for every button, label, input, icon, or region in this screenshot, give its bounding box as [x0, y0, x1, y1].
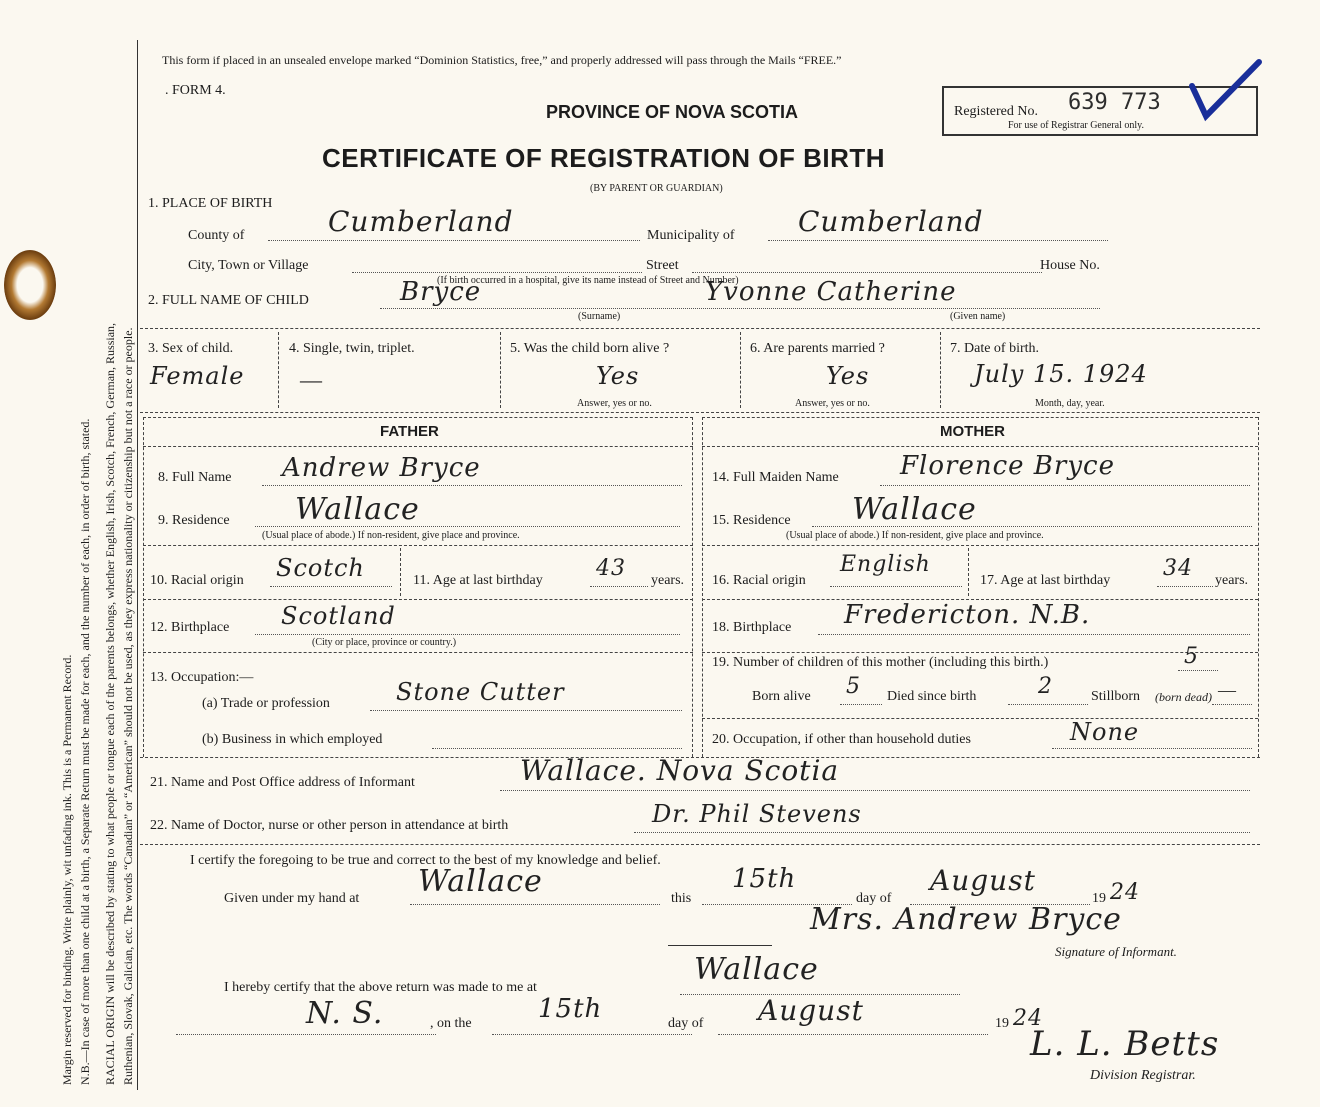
- divider: [143, 417, 144, 757]
- born-alive-count-label: Born alive: [752, 689, 811, 704]
- margin-note-racial-origin: RACIAL ORIGIN will be described by stating to what people or tongue each of the parents belongs, whether English, Irish, Scotch, French, German, Russian,: [103, 322, 117, 1085]
- born-alive-value: Yes: [596, 362, 640, 390]
- informant-value: Wallace. Nova Scotia: [520, 754, 840, 787]
- father-name-value: Andrew Bryce: [282, 453, 481, 483]
- father-racial-origin-value: Scotch: [276, 554, 365, 582]
- margin-note-binding: Margin reserved for binding. Write plainly, wit unfading ink. This is a Permanent Record.: [60, 654, 74, 1085]
- city-label: City, Town or Village: [188, 258, 309, 273]
- margin-note-multiple-births: N.B.—In case of more than one child at a birth, a Separate Return must be made for each, and the number of each, in order of birth, stated.: [78, 418, 92, 1085]
- stillborn-value: —: [1218, 680, 1236, 700]
- certification-statement: I certify the foregoing to be true and correct to the best of my knowledge and belief.: [190, 853, 661, 868]
- divider: [143, 599, 693, 600]
- mother-name-field[interactable]: [880, 451, 1250, 486]
- parents-married-label: 6. Are parents married ?: [750, 341, 885, 356]
- surname-caption: (Surname): [578, 311, 621, 322]
- plurality-label: 4. Single, twin, triplet.: [289, 341, 415, 356]
- form-number: . FORM 4.: [165, 83, 226, 98]
- registrar-statement: I hereby certify that the above return was made to me at: [224, 980, 537, 995]
- registrar-day-of-label: day of: [668, 1016, 704, 1031]
- margin-note-racial-origin-cont: Ruthenian, Slovak, Galician, etc. The words “Canadian” or “American” should not be used, as they express nationality or citizenship but not a race or people.: [121, 327, 135, 1085]
- father-racial-origin-field[interactable]: [270, 556, 392, 587]
- father-age-value: 43: [596, 556, 626, 581]
- county-label: County of: [188, 228, 245, 243]
- born-alive-count-value: 5: [846, 674, 861, 699]
- municipality-label: Municipality of: [647, 228, 735, 243]
- cert-month-value: August: [930, 864, 1036, 897]
- registered-label: Registered No.: [954, 104, 1038, 119]
- divider: [702, 417, 1258, 418]
- registrar-day-value: 15th: [538, 994, 603, 1024]
- binding-line: [137, 40, 138, 1090]
- mother-residence-value: Wallace: [852, 492, 977, 527]
- mother-age-value: 34: [1163, 556, 1193, 581]
- child-name-label: 2. FULL NAME OF CHILD: [148, 293, 309, 308]
- died-since-birth-value: 2: [1038, 674, 1053, 699]
- father-trade-field[interactable]: [370, 680, 682, 711]
- date-of-birth-caption: Month, day, year.: [1035, 398, 1105, 409]
- mother-occupation-field[interactable]: [1052, 718, 1252, 749]
- died-since-birth-field[interactable]: [1008, 674, 1088, 705]
- registrar-day-field[interactable]: [492, 994, 692, 1035]
- given-name-caption: (Given name): [950, 311, 1006, 322]
- father-residence-value: Wallace: [295, 492, 420, 527]
- registration-box: [942, 86, 1258, 136]
- divider: [278, 332, 279, 408]
- given-place-field[interactable]: [410, 864, 660, 905]
- cert-year-value[interactable]: 24: [1110, 880, 1140, 905]
- father-business-label: (b) Business in which employed: [202, 732, 383, 747]
- cert-day-of-label: day of: [856, 891, 892, 906]
- binding-hole: [4, 250, 56, 320]
- children-count-value: 5: [1184, 644, 1199, 669]
- mother-birthplace-label: 18. Birthplace: [712, 620, 792, 635]
- divider: [400, 548, 401, 596]
- cert-day-field[interactable]: [702, 864, 852, 905]
- children-count-field[interactable]: [1178, 644, 1218, 671]
- registrar-place-field[interactable]: [680, 952, 960, 995]
- county-field[interactable]: [268, 205, 640, 241]
- page-title: CERTIFICATE OF REGISTRATION OF BIRTH: [322, 143, 886, 173]
- mother-birthplace-value: Fredericton. N.B.: [844, 600, 1091, 630]
- registrar-year-value[interactable]: 24: [1013, 1006, 1043, 1031]
- mother-residence-label: 15. Residence: [712, 513, 791, 528]
- father-birthplace-label: 12. Birthplace: [150, 620, 230, 635]
- stillborn-field[interactable]: [1212, 680, 1252, 705]
- date-of-birth-label: 7. Date of birth.: [950, 341, 1040, 356]
- divider: [702, 545, 1258, 546]
- father-name-field[interactable]: [262, 455, 682, 486]
- stillborn-label: Stillborn: [1091, 689, 1141, 704]
- born-alive-count-field[interactable]: [840, 674, 882, 705]
- county-value: Cumberland: [328, 205, 514, 238]
- born-alive-caption: Answer, yes or no.: [577, 398, 652, 409]
- municipality-value: Cumberland: [798, 205, 984, 238]
- registrar-signature[interactable]: L. L. Betts: [1030, 1024, 1220, 1064]
- mother-occupation-label: 20. Occupation, if other than household duties: [712, 732, 971, 747]
- postage-note: This form if placed in an unsealed envelope marked “Dominion Statistics, free,” and properly addressed will pass through the Mails “FREE.”: [162, 53, 842, 67]
- born-alive-label: 5. Was the child born alive ?: [510, 341, 670, 356]
- father-birthplace-value: Scotland: [281, 602, 396, 630]
- father-birthplace-field[interactable]: [255, 604, 680, 635]
- divider: [968, 548, 969, 596]
- mother-birthplace-field[interactable]: [818, 600, 1250, 635]
- plurality-value: —: [300, 367, 322, 392]
- divider: [702, 718, 1258, 719]
- informant-label: 21. Name and Post Office address of Informant: [150, 775, 415, 790]
- divider: [140, 412, 1260, 413]
- date-of-birth-value: July 15. 1924: [974, 360, 1148, 388]
- doctor-label: 22. Name of Doctor, nurse or other person in attendance at birth: [150, 818, 509, 833]
- cert-month-field[interactable]: [910, 864, 1090, 905]
- father-heading: FATHER: [380, 423, 439, 440]
- hospital-note: (If birth occurred in a hospital, give its name instead of Street and Number): [437, 275, 739, 286]
- registrar-year-printed: 19: [995, 1016, 1009, 1031]
- father-age-unit: years.: [651, 573, 685, 588]
- informant-signature-caption: Signature of Informant.: [1055, 944, 1177, 959]
- divider: [940, 332, 941, 408]
- street-field[interactable]: [692, 270, 1042, 273]
- born-alive-field[interactable]: [590, 360, 670, 392]
- divider: [143, 545, 693, 546]
- registrar-place-cont-value: N. S.: [306, 996, 384, 1031]
- house-number-label: House No.: [1040, 258, 1100, 273]
- parents-married-value: Yes: [826, 362, 870, 390]
- divider: [740, 332, 741, 408]
- divider: [692, 417, 693, 757]
- province-heading: PROVINCE OF NOVA SCOTIA: [546, 102, 799, 122]
- divider: [668, 945, 772, 946]
- informant-signature[interactable]: Mrs. Andrew Bryce: [810, 902, 1122, 937]
- mother-name-value: Florence Bryce: [900, 451, 1115, 481]
- mother-racial-origin-value: English: [840, 552, 931, 577]
- checkmark-icon: [1184, 56, 1264, 126]
- divider: [500, 332, 501, 408]
- parents-married-field[interactable]: [820, 360, 900, 392]
- stillborn-note: (born dead): [1155, 690, 1212, 704]
- date-of-birth-field[interactable]: [970, 358, 1250, 392]
- given-under-hand-label: Given under my hand at: [224, 891, 360, 906]
- divider: [143, 652, 693, 653]
- on-the-label: , on the: [430, 1016, 472, 1031]
- mother-racial-origin-label: 16. Racial origin: [712, 573, 806, 588]
- mother-heading: MOTHER: [940, 423, 1005, 440]
- mother-name-label: 14. Full Maiden Name: [712, 470, 839, 485]
- parents-married-caption: Answer, yes or no.: [795, 398, 870, 409]
- mother-age-label: 17. Age at last birthday: [980, 573, 1111, 588]
- divider: [140, 844, 1260, 845]
- cert-year-printed: 19: [1092, 891, 1106, 906]
- divider: [702, 446, 1258, 447]
- father-age-label: 11. Age at last birthday: [413, 573, 543, 588]
- mother-age-unit: years.: [1215, 573, 1249, 588]
- divider: [143, 446, 693, 447]
- father-age-field[interactable]: [590, 556, 648, 587]
- father-birthplace-caption: (City or place, province or country.): [312, 637, 457, 648]
- given-place-value: Wallace: [418, 864, 543, 899]
- mother-residence-caption: (Usual place of abode.) If non-resident, give place and province.: [786, 530, 1044, 541]
- divider: [140, 328, 1260, 329]
- doctor-value: Dr. Phil Stevens: [652, 800, 862, 828]
- father-trade-label: (a) Trade or profession: [202, 696, 330, 711]
- child-surname-value: Bryce: [400, 277, 482, 307]
- divider: [702, 417, 703, 757]
- child-given-name-value: Yvonne Catherine: [705, 277, 957, 307]
- mother-age-field[interactable]: [1157, 556, 1213, 587]
- children-count-label: 19. Number of children of this mother (including this birth.): [712, 655, 1049, 670]
- registrar-month-value: August: [758, 994, 864, 1027]
- sex-value: Female: [150, 362, 245, 390]
- cert-day-value: 15th: [732, 864, 797, 894]
- father-residence-caption: (Usual place of abode.) If non-resident, give place and province.: [262, 530, 520, 541]
- sex-field[interactable]: [142, 358, 268, 390]
- divider: [143, 417, 693, 418]
- plurality-field[interactable]: [298, 365, 368, 395]
- father-residence-field[interactable]: [255, 494, 680, 527]
- father-racial-origin-label: 10. Racial origin: [150, 573, 244, 588]
- doctor-field[interactable]: [634, 800, 1250, 833]
- mother-occupation-value: None: [1070, 718, 1140, 746]
- father-name-label: 8. Full Name: [158, 470, 232, 485]
- registrar-place-value: Wallace: [694, 952, 819, 987]
- sex-label: 3. Sex of child.: [148, 341, 234, 356]
- informant-field[interactable]: [500, 754, 1250, 791]
- street-label: Street: [646, 258, 679, 273]
- page-subtitle: (BY PARENT OR GUARDIAN): [590, 183, 723, 194]
- mother-residence-field[interactable]: [812, 494, 1252, 527]
- registered-number: 639 773: [1068, 90, 1161, 115]
- registrar-note: For use of Registrar General only.: [1008, 120, 1144, 131]
- divider: [1258, 417, 1259, 757]
- divider: [702, 652, 1258, 653]
- father-occupation-label: 13. Occupation:—: [150, 670, 254, 685]
- this-label: this: [671, 891, 692, 906]
- registrar-caption: Division Registrar.: [1090, 1068, 1196, 1083]
- mother-racial-origin-field[interactable]: [830, 552, 962, 587]
- father-trade-value: Stone Cutter: [396, 678, 565, 706]
- died-since-birth-label: Died since birth: [887, 689, 977, 704]
- place-of-birth-label: 1. PLACE OF BIRTH: [148, 196, 273, 211]
- father-residence-label: 9. Residence: [158, 513, 230, 528]
- father-business-field[interactable]: [432, 746, 682, 749]
- registrar-place-cont-field[interactable]: [176, 996, 436, 1035]
- registrar-month-field[interactable]: [718, 994, 988, 1035]
- municipality-field[interactable]: [768, 205, 1108, 241]
- city-field[interactable]: [352, 270, 642, 273]
